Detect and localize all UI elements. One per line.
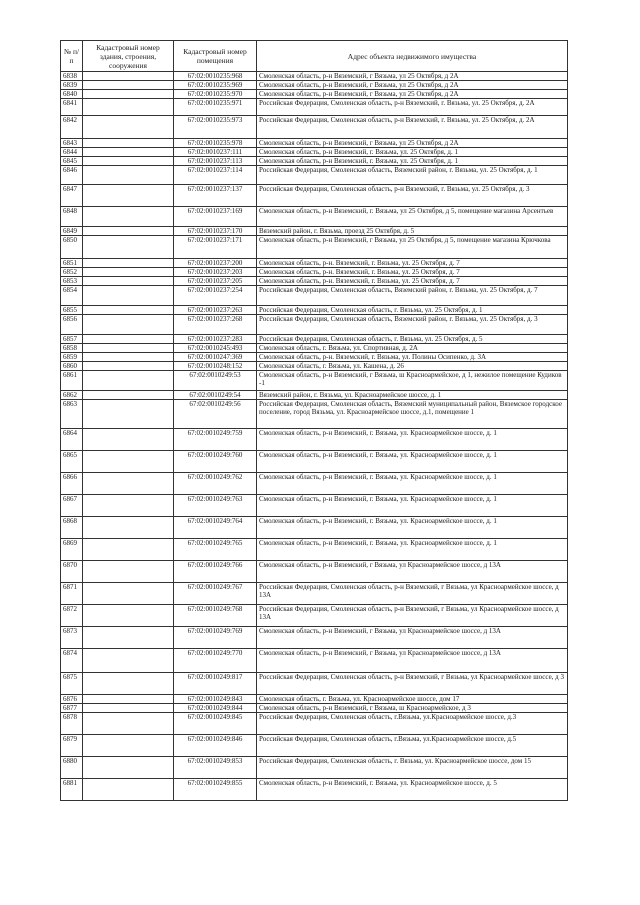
- building-cadastral-cell: [83, 335, 174, 344]
- row-number: 6839: [61, 81, 83, 90]
- row-number: 6853: [61, 277, 83, 286]
- row-number: 6866: [61, 473, 83, 495]
- building-cadastral-cell: [83, 227, 174, 236]
- row-number: 6872: [61, 605, 83, 627]
- table-header-row: [61, 41, 568, 72]
- address-cell: Российская Федерация, Смоленская область, Вяземский район, г. Вязьма, ул. 25 Октября, д. 7: [257, 286, 568, 306]
- table-row: [61, 139, 568, 148]
- table-row: [61, 148, 568, 157]
- row-number: 6856: [61, 315, 83, 335]
- row-number: 6860: [61, 362, 83, 371]
- premise-cadastral-cell: 67:02:0010249:845: [174, 713, 257, 735]
- premise-cadastral-cell: 67:02:0010249:763: [174, 495, 257, 517]
- header-building-cadastral: Кадастровый номер здания, строения, сооружения: [83, 41, 174, 72]
- table-row: [61, 90, 568, 99]
- address-cell: Смоленская область, р-н Вяземский, г. Вязьма, ул. Красноармейское шоссе, д. 1: [257, 473, 568, 495]
- building-cadastral-cell: [83, 429, 174, 451]
- premise-cadastral-cell: 67:02:0010237:111: [174, 148, 257, 157]
- premise-cadastral-cell: 67:02:0010249:767: [174, 583, 257, 605]
- row-number: 6845: [61, 157, 83, 166]
- premise-cadastral-cell: 67:02:0010249:764: [174, 517, 257, 539]
- table-row: [61, 561, 568, 583]
- premise-cadastral-cell: 67:02:0010237:171: [174, 236, 257, 259]
- address-cell: Смоленская область, г. Вязьма, ул. Кашена, д. 26: [257, 362, 568, 371]
- premise-cadastral-cell: 67:02:0010249:846: [174, 735, 257, 757]
- table-row: [61, 627, 568, 649]
- address-cell: Смоленская область, р-н Вяземский, г. Вязьма, ул. 25 Октября, д. 1: [257, 157, 568, 166]
- table-row: [61, 185, 568, 207]
- address-cell: Российская Федерация, Смоленская область, р-н Вяземский, г. Вязьма, ул. 25 Октября, д. 3: [257, 185, 568, 207]
- row-number: 6850: [61, 236, 83, 259]
- building-cadastral-cell: [83, 704, 174, 713]
- row-number: 6862: [61, 391, 83, 400]
- address-cell: Смоленская область, р-н. Вяземский, г. Вязьма, ул. Полины Осипенко, д. 3А: [257, 353, 568, 362]
- table-row: [61, 116, 568, 139]
- row-number: 6861: [61, 371, 83, 391]
- table-row: [61, 429, 568, 451]
- premise-cadastral-cell: 67:02:0010249:770: [174, 649, 257, 673]
- building-cadastral-cell: [83, 306, 174, 315]
- header-address: Адрес объекта недвижимого имущества: [257, 41, 568, 72]
- premise-cadastral-cell: 67:02:0010237:169: [174, 207, 257, 227]
- header-premise-cadastral: Кадастровый номер помещения: [174, 41, 257, 72]
- building-cadastral-cell: [83, 400, 174, 429]
- premise-cadastral-cell: 67:02:0010237:137: [174, 185, 257, 207]
- building-cadastral-cell: [83, 371, 174, 391]
- building-cadastral-cell: [83, 166, 174, 185]
- building-cadastral-cell: [83, 757, 174, 779]
- building-cadastral-cell: [83, 236, 174, 259]
- row-number: 6873: [61, 627, 83, 649]
- table-row: [61, 81, 568, 90]
- table-row: [61, 704, 568, 713]
- premise-cadastral-cell: 67:02:0010249:817: [174, 673, 257, 695]
- premise-cadastral-cell: 67:02:0010237:283: [174, 335, 257, 344]
- premise-cadastral-cell: 67:02:0010237:263: [174, 306, 257, 315]
- building-cadastral-cell: [83, 517, 174, 539]
- row-number: 6878: [61, 713, 83, 735]
- building-cadastral-cell: [83, 157, 174, 166]
- row-number: 6851: [61, 259, 83, 268]
- address-cell: Российская Федерация, Смоленская область, р-н Вяземский, г. Вязьма, ул. 25 Октября, д. 2А: [257, 116, 568, 139]
- address-cell: Смоленская область, р-н Вяземский, г. Вязьма, ул 25 Октября, д 5, помещение магазина Арсентьев: [257, 207, 568, 227]
- row-number: 6867: [61, 495, 83, 517]
- address-cell: Смоленская область, р-н Вяземский, г. Вязьма, ул. Красноармейское шоссе, д. 1: [257, 517, 568, 539]
- address-cell: Смоленская область, р-н Вяземский, г Вязьма, ул 25 Октября, д 2А: [257, 72, 568, 81]
- premise-cadastral-cell: 67:02:0010249:54: [174, 391, 257, 400]
- address-cell: Смоленская область, р-н Вяземский, г Вязьма, ш Красноармейское, д 1, нежилое помещение Кудиков -1: [257, 371, 568, 391]
- building-cadastral-cell: [83, 627, 174, 649]
- premise-cadastral-cell: 67:02:0010249:855: [174, 779, 257, 801]
- premise-cadastral-cell: 67:02:0010249:766: [174, 561, 257, 583]
- table-row: [61, 166, 568, 185]
- table-row: [61, 306, 568, 315]
- table-row: [61, 268, 568, 277]
- table-row: [61, 583, 568, 605]
- address-cell: Российская Федерация, Смоленская область, г. Вязьма, ул. 25 Октября, д. 5: [257, 335, 568, 344]
- table-row: [61, 391, 568, 400]
- address-cell: Смоленская область, р-н Вяземский, г. Вязьма, ул. Красноармейское шоссе, д. 1: [257, 429, 568, 451]
- premise-cadastral-cell: 67:02:0010235:968: [174, 72, 257, 81]
- row-number: 6840: [61, 90, 83, 99]
- premise-cadastral-cell: 67:02:0010245:493: [174, 344, 257, 353]
- row-number: 6870: [61, 561, 83, 583]
- premise-cadastral-cell: 67:02:0010247:369: [174, 353, 257, 362]
- table-row: [61, 236, 568, 259]
- building-cadastral-cell: [83, 72, 174, 81]
- row-number: 6868: [61, 517, 83, 539]
- address-cell: Смоленская область, р-н. Вяземский, г. Вязьма, ул. 25 Октября, д. 7: [257, 259, 568, 268]
- address-cell: Российская Федерация, Смоленская область, г.Вязьма, ул.Красноармейское шоссе, д.5: [257, 735, 568, 757]
- building-cadastral-cell: [83, 99, 174, 116]
- address-cell: Смоленская область, р-н Вяземский, г. Вязьма, ул. 25 Октября, д. 1: [257, 148, 568, 157]
- address-cell: Российская Федерация, Смоленская область, Вяземский район, г. Вязьма, ул. 25 Октября, д. 1: [257, 166, 568, 185]
- building-cadastral-cell: [83, 779, 174, 801]
- premise-cadastral-cell: 67:02:0010248:152: [174, 362, 257, 371]
- row-number: 6864: [61, 429, 83, 451]
- building-cadastral-cell: [83, 605, 174, 627]
- row-number: 6877: [61, 704, 83, 713]
- building-cadastral-cell: [83, 81, 174, 90]
- building-cadastral-cell: [83, 90, 174, 99]
- table-row: [61, 344, 568, 353]
- address-cell: Смоленская область, р-н Вяземский, г. Вязьма, ул. Красноармейское шоссе, д. 1: [257, 451, 568, 473]
- row-number: 6880: [61, 757, 83, 779]
- address-cell: Вяземский район, г. Вязьма, проезд 25 Октября, д. 5: [257, 227, 568, 236]
- table-row: [61, 315, 568, 335]
- premise-cadastral-cell: 67:02:0010237:200: [174, 259, 257, 268]
- building-cadastral-cell: [83, 268, 174, 277]
- row-number: 6841: [61, 99, 83, 116]
- building-cadastral-cell: [83, 713, 174, 735]
- building-cadastral-cell: [83, 277, 174, 286]
- address-cell: Смоленская область, р-н Вяземский, г Вязьма, ул Красноармейское шоссе, д 13А: [257, 649, 568, 673]
- row-number: 6859: [61, 353, 83, 362]
- row-number: 6852: [61, 268, 83, 277]
- table-row: [61, 99, 568, 116]
- building-cadastral-cell: [83, 315, 174, 335]
- address-cell: Смоленская область, р-н Вяземский, г. Вязьма, ул. Красноармейское шоссе, д. 1: [257, 495, 568, 517]
- row-number: 6855: [61, 306, 83, 315]
- table-row: [61, 277, 568, 286]
- row-number: 6848: [61, 207, 83, 227]
- row-number: 6838: [61, 72, 83, 81]
- row-number: 6844: [61, 148, 83, 157]
- table-row: [61, 227, 568, 236]
- row-number: 6865: [61, 451, 83, 473]
- building-cadastral-cell: [83, 583, 174, 605]
- address-cell: Смоленская область, р-н Вяземский, г. Вязьма, ул. Красноармейское шоссе, д. 1: [257, 539, 568, 561]
- row-number: 6858: [61, 344, 83, 353]
- address-cell: Российская Федерация, Смоленская область, р-н Вяземский, г Вязьма, ул Красноармейское шоссе, д 13А: [257, 605, 568, 627]
- building-cadastral-cell: [83, 391, 174, 400]
- row-number: 6876: [61, 695, 83, 704]
- building-cadastral-cell: [83, 561, 174, 583]
- premise-cadastral-cell: 67:02:0010237:203: [174, 268, 257, 277]
- building-cadastral-cell: [83, 473, 174, 495]
- table-row: [61, 259, 568, 268]
- building-cadastral-cell: [83, 344, 174, 353]
- address-cell: Российская Федерация, Смоленская область, р-н Вяземский, г. Вязьма, ул. 25 Октября, д. 2А: [257, 99, 568, 116]
- building-cadastral-cell: [83, 539, 174, 561]
- header-num: № п/п: [61, 41, 83, 72]
- premise-cadastral-cell: 67:02:0010237:113: [174, 157, 257, 166]
- table-row: [61, 400, 568, 429]
- table-row: [61, 713, 568, 735]
- address-cell: Вяземский район, г. Вязьма, ул. Красноармейское шоссе, д. 1: [257, 391, 568, 400]
- building-cadastral-cell: [83, 207, 174, 227]
- table-row: [61, 362, 568, 371]
- premise-cadastral-cell: 67:02:0010249:762: [174, 473, 257, 495]
- building-cadastral-cell: [83, 259, 174, 268]
- table-row: [61, 473, 568, 495]
- premise-cadastral-cell: 67:02:0010249:853: [174, 757, 257, 779]
- table-row: [61, 695, 568, 704]
- table-row: [61, 353, 568, 362]
- premise-cadastral-cell: 67:02:0010249:765: [174, 539, 257, 561]
- table-row: [61, 495, 568, 517]
- building-cadastral-cell: [83, 451, 174, 473]
- address-cell: Смоленская область, г. Вязьма, ул. Спортивная, д. 2А: [257, 344, 568, 353]
- table-row: [61, 286, 568, 306]
- address-cell: Смоленская область, р-н. Вяземский, г. Вязьма, ул. 25 Октября, д. 7: [257, 268, 568, 277]
- address-cell: Смоленская область, р-н Вяземский, г Вязьма, ул Красноармейское шоссе, д 13А: [257, 627, 568, 649]
- address-cell: Российская Федерация, Смоленская область, р-н Вяземский, г Вязьма, ул Красноармейское шоссе, д 3: [257, 673, 568, 695]
- table-row: [61, 735, 568, 757]
- premise-cadastral-cell: 67:02:0010235:973: [174, 116, 257, 139]
- address-cell: Смоленская область, р-н. Вяземский, г. Вязьма, ул. 25 Октября, д. 7: [257, 277, 568, 286]
- row-number: 6842: [61, 116, 83, 139]
- table-row: [61, 157, 568, 166]
- address-cell: Смоленская область, г. Вязьма, ул. Красноармейское шоссе, дом 17: [257, 695, 568, 704]
- building-cadastral-cell: [83, 148, 174, 157]
- row-number: 6846: [61, 166, 83, 185]
- premise-cadastral-cell: 67:02:0010237:170: [174, 227, 257, 236]
- address-cell: Российская Федерация, Смоленская область, г.Вязьма, ул.Красноармейское шоссе, д.3: [257, 713, 568, 735]
- table-row: [61, 649, 568, 673]
- property-table: [60, 40, 568, 801]
- premise-cadastral-cell: 67:02:0010237:254: [174, 286, 257, 306]
- building-cadastral-cell: [83, 495, 174, 517]
- building-cadastral-cell: [83, 362, 174, 371]
- row-number: 6863: [61, 400, 83, 429]
- address-cell: Российская Федерация, Смоленская область, р-н Вяземский, г Вязьма, ул Красноармейское шоссе, д 13А: [257, 583, 568, 605]
- premise-cadastral-cell: 67:02:0010249:768: [174, 605, 257, 627]
- row-number: 6869: [61, 539, 83, 561]
- premise-cadastral-cell: 67:02:0010237:114: [174, 166, 257, 185]
- address-cell: Смоленская область, р-н Вяземский, г. Вязьма, ул. Красноармейское шоссе, д. 5: [257, 779, 568, 801]
- address-cell: Смоленская область, р-н Вяземский, г Вязьма, ул 25 Октября, д 5, помещение магазина Крючкова: [257, 236, 568, 259]
- address-cell: Смоленская область, р-н Вяземский, г Вязьма, ул 25 Октября, д 2А: [257, 90, 568, 99]
- row-number: 6881: [61, 779, 83, 801]
- table-row: [61, 539, 568, 561]
- premise-cadastral-cell: 67:02:0010249:844: [174, 704, 257, 713]
- address-cell: Российская Федерация, Смоленская область, г. Вязьма, ул. Красноармейское шоссе, дом 15: [257, 757, 568, 779]
- table-row: [61, 335, 568, 344]
- premise-cadastral-cell: 67:02:0010235:969: [174, 81, 257, 90]
- building-cadastral-cell: [83, 286, 174, 306]
- table-row: [61, 605, 568, 627]
- building-cadastral-cell: [83, 116, 174, 139]
- building-cadastral-cell: [83, 735, 174, 757]
- row-number: 6854: [61, 286, 83, 306]
- address-cell: Российская Федерация, Смоленская область, г. Вязьма, ул. 25 Октября, д. 1: [257, 306, 568, 315]
- premise-cadastral-cell: 67:02:0010249:843: [174, 695, 257, 704]
- table-row: [61, 779, 568, 801]
- premise-cadastral-cell: 67:02:0010249:53: [174, 371, 257, 391]
- building-cadastral-cell: [83, 139, 174, 148]
- building-cadastral-cell: [83, 695, 174, 704]
- row-number: 6849: [61, 227, 83, 236]
- row-number: 6857: [61, 335, 83, 344]
- building-cadastral-cell: [83, 353, 174, 362]
- address-cell: Смоленская область, р-н Вяземский, г Вязьма, ул Красноармейское шоссе, д 13А: [257, 561, 568, 583]
- table-row: [61, 517, 568, 539]
- premise-cadastral-cell: 67:02:0010235:971: [174, 99, 257, 116]
- table-row: [61, 757, 568, 779]
- premise-cadastral-cell: 67:02:0010237:205: [174, 277, 257, 286]
- row-number: 6874: [61, 649, 83, 673]
- address-cell: Смоленская область, р-н Вяземский, г Вязьма, ул 25 Октября, д 2А: [257, 81, 568, 90]
- address-cell: Российская Федерация, Смоленская область, Вяземский муниципальный район, Вяземское городское поселение, город Вязьма, ул. Красноармейское шоссе, д.1, помещение 1: [257, 400, 568, 429]
- row-number: 6875: [61, 673, 83, 695]
- address-cell: Смоленская область, р-н Вяземский, г Вязьма, ул 25 Октября, д 2А: [257, 139, 568, 148]
- premise-cadastral-cell: 67:02:0010235:978: [174, 139, 257, 148]
- address-cell: Российская Федерация, Смоленская область, Вяземский район, г. Вязьма, ул. 25 Октября, д. 3: [257, 315, 568, 335]
- table-row: [61, 673, 568, 695]
- document-sheet: [60, 40, 567, 801]
- row-number: 6871: [61, 583, 83, 605]
- premise-cadastral-cell: 67:02:0010235:970: [174, 90, 257, 99]
- table-row: [61, 451, 568, 473]
- table-row: [61, 72, 568, 81]
- building-cadastral-cell: [83, 185, 174, 207]
- building-cadastral-cell: [83, 649, 174, 673]
- premise-cadastral-cell: 67:02:0010249:760: [174, 451, 257, 473]
- premise-cadastral-cell: 67:02:0010237:268: [174, 315, 257, 335]
- row-number: 6879: [61, 735, 83, 757]
- row-number: 6847: [61, 185, 83, 207]
- row-number: 6843: [61, 139, 83, 148]
- building-cadastral-cell: [83, 673, 174, 695]
- table-row: [61, 371, 568, 391]
- table-row: [61, 207, 568, 227]
- address-cell: Смоленская область, р-н Вяземский, г Вязьма, ш Красноармейское, д 3: [257, 704, 568, 713]
- premise-cadastral-cell: 67:02:0010249:759: [174, 429, 257, 451]
- premise-cadastral-cell: 67:02:0010249:56: [174, 400, 257, 429]
- premise-cadastral-cell: 67:02:0010249:769: [174, 627, 257, 649]
